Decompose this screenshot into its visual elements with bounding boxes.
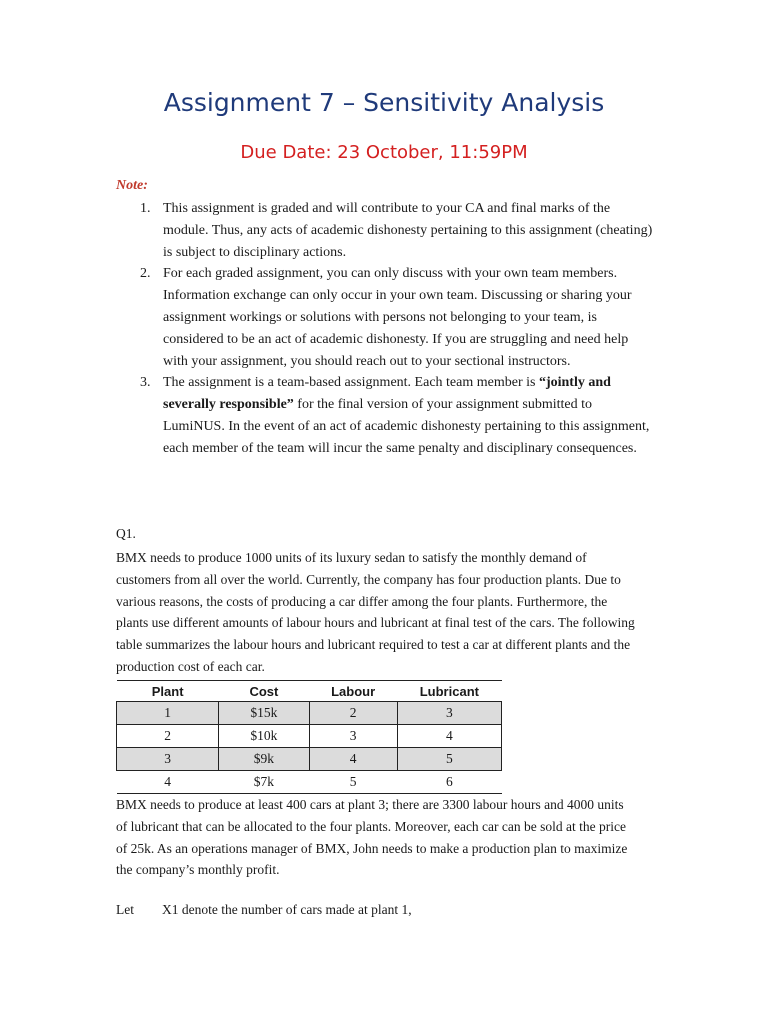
table-row — [117, 702, 502, 725]
note-list — [116, 198, 656, 460]
table-header-row — [117, 681, 502, 702]
note-item-number: 2. — [140, 266, 151, 282]
note-item-number: 3. — [140, 375, 151, 391]
table-cell: 3 — [309, 725, 397, 748]
note-item — [116, 372, 656, 459]
table-cell: $10k — [219, 725, 309, 748]
table-cell: 4 — [309, 748, 397, 771]
let-label: Let — [116, 902, 134, 917]
note-item — [116, 263, 656, 372]
question-constraints: BMX needs to produce at least 400 cars at plant 3; there are 3300 labour hours and 4000 units of lubricant that can be allocated to the four plants. Moreover, each car can be sold at the price of 25k. As an operations manager of BMX, John needs to make a production plan to maximize the company’s monthly profit. — [116, 797, 628, 878]
note-item-text: For each graded assignment, you can only discuss with your own team members. Information exchange can only occur in your own team. Discussing or sharing your assignment workings or solutions with persons not belonging to your team, is considered to be an act of academic dishonesty. If you are struggling and need help with your assignment, you should reach out to your sectional instructors. — [163, 266, 632, 369]
note-item-text: for the final version of your assignment submitted to LumiNUS. In the event of an act of academic dishonesty pertaining to this assignment, each member of the team will incur the same penalty and disciplinary consequences. — [163, 397, 650, 456]
question-intro: BMX needs to produce 1000 units of its luxury sedan to satisfy the monthly demand of customers from all over the world. Currently, the company has four production plants. Due to various reasons, the costs of producing a car differ among the four plants. Furthermore, the plants use different amounts of labour hours and lubricant at final test of the cars. The following table summarizes the labour hours and lubricant required to test a car at different plants and the production cost of each car. — [116, 550, 635, 674]
table-row — [117, 771, 502, 794]
table-row — [117, 725, 502, 748]
note-item-number: 1. — [140, 201, 151, 216]
let-text: X1 denote the number of cars made at plant 1, — [162, 902, 412, 917]
column-header-plant: Plant — [117, 681, 219, 702]
column-header-lubricant: Lubricant — [397, 681, 501, 702]
table-cell: 2 — [309, 702, 397, 725]
question-label: Q1. — [116, 526, 136, 541]
variable-definition — [116, 902, 412, 918]
table-row — [117, 748, 502, 771]
table-cell: 3 — [117, 748, 219, 771]
column-header-cost: Cost — [219, 681, 309, 702]
table-cell: 5 — [397, 748, 501, 771]
note-item-text: This assignment is graded and will contribute to your CA and final marks of the module. Thus, any acts of academic dishonesty pertaining to this assignment (cheating) is subject to disciplinary actions. — [163, 201, 653, 260]
note-item — [116, 198, 656, 263]
table-cell: 6 — [445, 774, 453, 789]
note-label: Note: — [116, 178, 148, 193]
note-item-emphasis: “jointly and severally responsible” — [163, 375, 611, 413]
table-cell: $9k — [219, 748, 309, 771]
table-cell: 3 — [397, 702, 501, 725]
table-cell: $7k — [253, 774, 274, 789]
table-cell: 2 — [117, 725, 219, 748]
table-cell: 4 — [397, 725, 501, 748]
table-cell: 5 — [349, 774, 357, 789]
table-cell: 4 — [164, 774, 171, 789]
due-date: Due Date: 23 October, 11:59PM — [240, 142, 528, 163]
note-item-text: The assignment is a team-based assignment. Each team member is — [163, 375, 539, 391]
plant-table — [116, 680, 502, 794]
table-cell: 1 — [117, 702, 219, 725]
column-header-labour: Labour — [309, 681, 397, 702]
page-title: Assignment 7 – Sensitivity Analysis — [163, 88, 605, 117]
table-cell: $15k — [219, 702, 309, 725]
